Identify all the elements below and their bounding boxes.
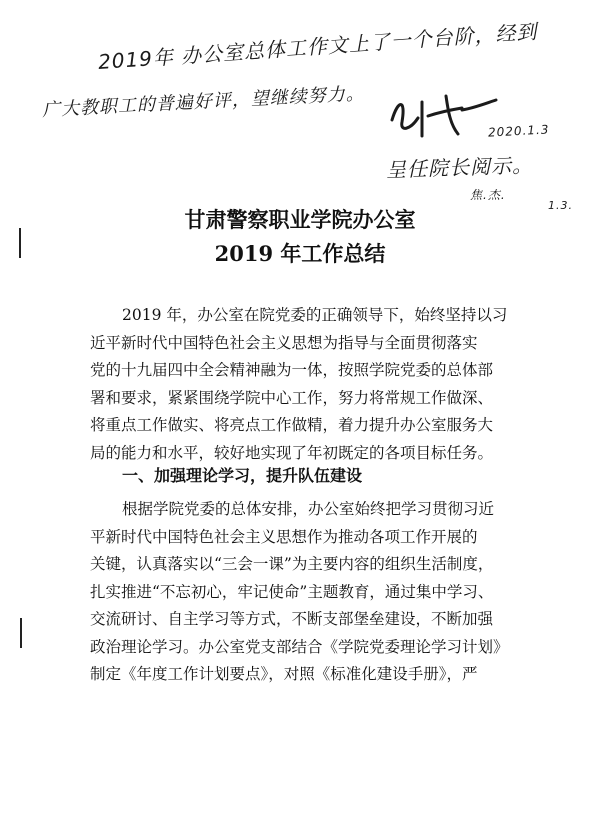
document-title: 甘肃警察职业学院办公室 — [184, 207, 416, 232]
paragraph-section1 — [90, 496, 510, 689]
paragraph-intro — [90, 302, 510, 467]
text-line: 局的能力和水平，较好地实现了年初既定的各项目标任务。 — [90, 443, 494, 462]
text-line: 根据学院党委的总体安排，办公室始终把学习贯彻习近 — [122, 500, 495, 518]
document-subtitle: 2019 年工作总结 — [214, 241, 386, 266]
handwritten-comment-line1: 2019年 办公室总体工作文上了一个台阶，经到 — [97, 19, 539, 74]
section-heading: 一、加强理论学习，提升队伍建设 — [122, 466, 363, 485]
handwritten-date: 2020.1.3 — [487, 122, 550, 140]
text-line: 关键，认真落实以“三会一课”为主要内容的组织生活制度， — [90, 555, 494, 573]
text-line: 近平新时代中国特色社会主义思想为指导与全面贯彻落实 — [90, 333, 478, 352]
handwritten-instruction: 呈任院长阅示。 — [385, 152, 534, 182]
text-line: 平新时代中国特色社会主义思想作为推动各项工作开展的 — [90, 527, 478, 546]
text-line: 2019 年，办公室在院党委的正确领导下，始终坚持以习 — [122, 306, 508, 324]
text-line: 扎实推进“不忘初心，牢记使命”主题教育，通过集中学习、 — [90, 582, 494, 601]
signature-scribble — [388, 90, 500, 140]
handwritten-date-short: 1.3. — [548, 199, 573, 212]
text-line: 制定《年度工作计划要点》，对照《标准化建设手册》，严 — [90, 665, 478, 683]
handwritten-initials: 焦.杰. — [470, 188, 506, 202]
text-line: 政治理论学习。办公室党支部结合《学院党委理论学习计划》 — [90, 637, 509, 656]
text-line: 署和要求，紧紧围绕学院中心工作，努力将常规工作做深、 — [90, 388, 494, 407]
text-line: 交流研讨、自主学习等方式，不断支部堡垒建设，不断加强 — [90, 610, 494, 628]
handwritten-comment-line2: 广大教职工的普遍好评，望继续努力。 — [41, 83, 366, 121]
margin-mark — [20, 618, 22, 648]
text-line: 党的十九届四中全会精神融为一体，按照学院党委的总体部 — [90, 361, 494, 379]
text-line: 将重点工作做实、将亮点工作做精，着力提升办公室服务大 — [90, 416, 494, 434]
